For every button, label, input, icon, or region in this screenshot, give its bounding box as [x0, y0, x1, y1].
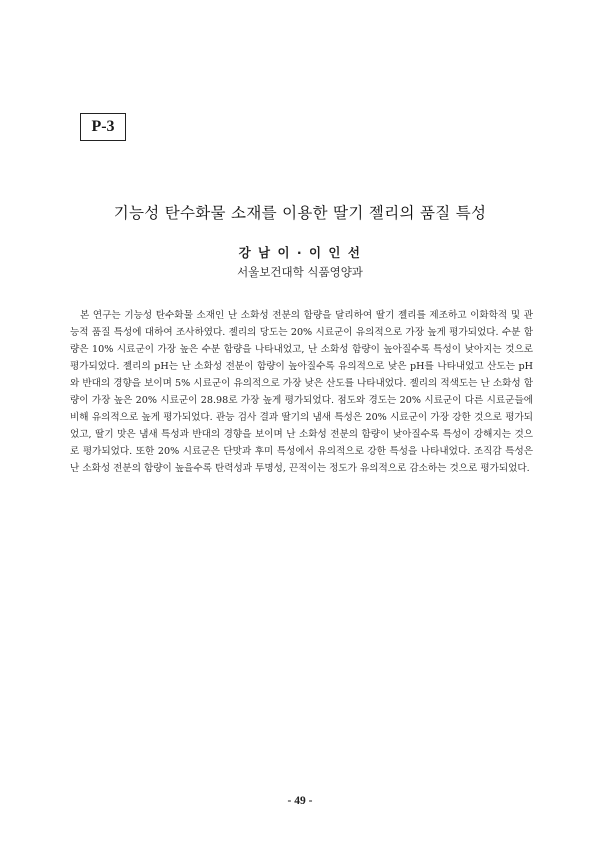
affiliation: 서울보건대학 식품영양과 — [237, 265, 363, 279]
poster-number-badge: P-3 — [80, 113, 126, 141]
authors: 강 남 이 · 이 인 선 — [238, 245, 362, 260]
page-number: - 49 - — [287, 795, 313, 807]
abstract-body: 본 연구는 기능성 탄수화물 소재인 난 소화성 전분의 함량을 달리하여 딸기 젤리를 제조하고 이화학적 및 관능적 품질 특성에 대하여 조사하였다. 젤리의 당도는 20% 시료군이 유의적으로 가장 높게 평가되었다. 수분 함량은 10% 시료군이 가장 높은 수분 함량을 나타내었고, 난 소화성 함량이 높아질수록 특성이 낮아지는 것으로 평가되었다. 젤리의 pH는 난 소화성 전분이 함량이 높아질수록 유의적으로 낮은 pH를 나타내었고 산도는 pH와 반대의 경향을 보이며 5% 시료군이 유의적으로 가장 낮은 산도를 나타내었다. 젤리의 적색도는 난 소화성 함량이 가장 높은 20% 시료군이 28.98로 가장 높게 평가되었다. 점도와 경도는 20% 시료군이 다른 시료군들에 비해 유의적으로 높게 평가되었다. 관능 검사 결과 딸기의 냄새 특성은 20% 시료군이 가장 강한 것으로 평가되었고, 딸기 맛은 냄새 특성과 반대의 경향을 보이며 난 소화성 전분의 함량이 낮아질수록 특성이 강해지는 것으로 평가되었다. 또한 20% 시료군은 단맛과 후미 특성에서 유의적으로 강한 특성을 나타내었다. 조직감 특성은 난 소화성 전분의 함량이 높을수록 탄력성과 투명성, 끈적이는 정도가 유의적으로 감소하는 것으로 평가되었다. — [70, 310, 533, 474]
paper-title: 기능성 탄수화물 소재를 이용한 딸기 젤리의 품질 특성 — [113, 204, 487, 222]
